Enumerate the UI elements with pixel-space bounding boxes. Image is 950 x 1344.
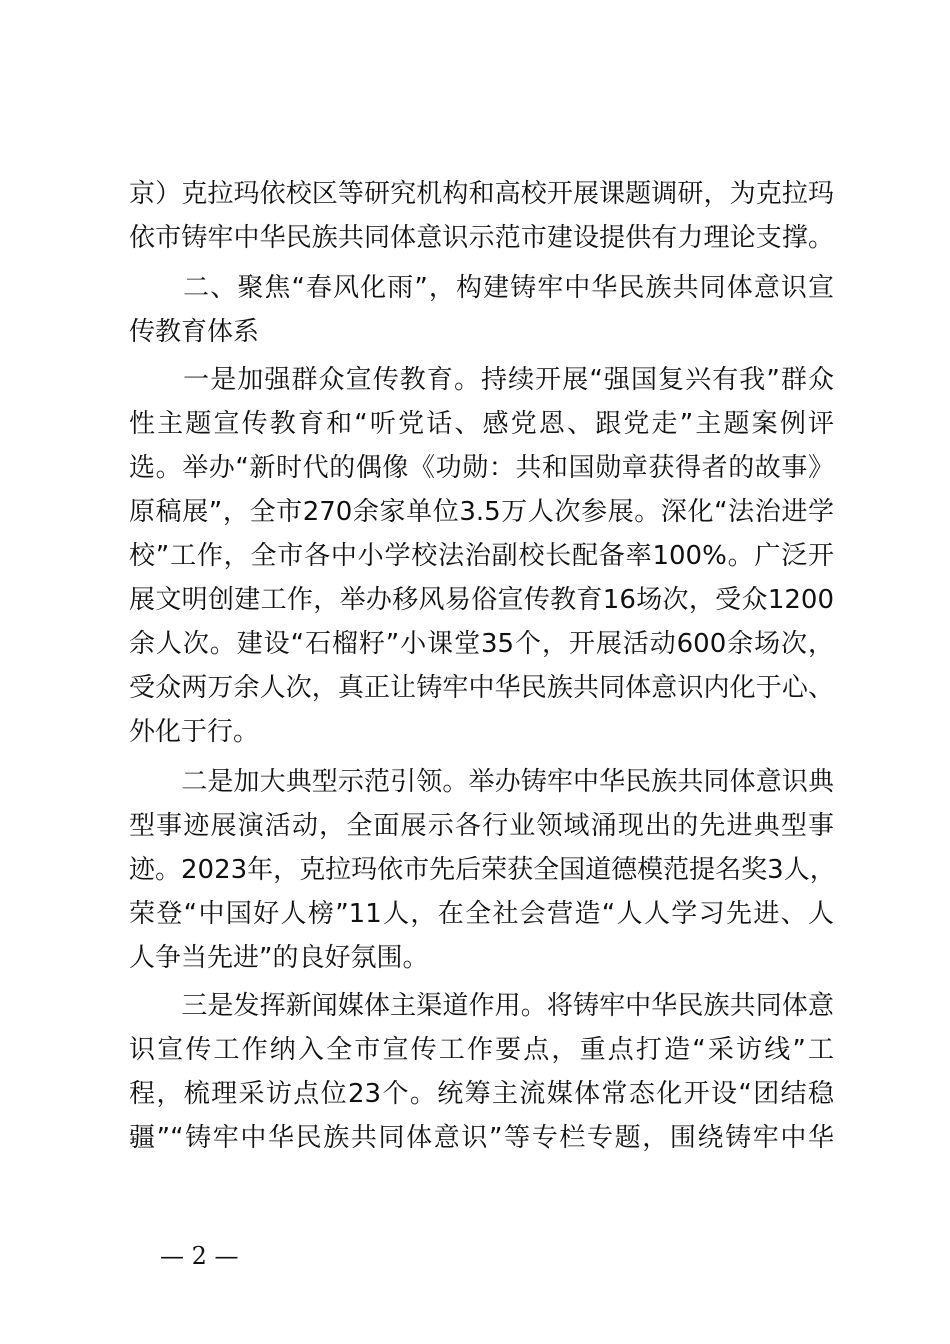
text-line: 外化于行。 bbox=[129, 717, 260, 747]
text-line: 京）克拉玛依校区等研究机构和高校开展课题调研，为克拉玛 bbox=[129, 179, 834, 209]
text-line: 型事迹展演活动，全面展示各行业领域涌现出的先进典型事 bbox=[129, 811, 834, 841]
text-line: 依市铸牢中华民族共同体意识示范市建设提供有力理论支撑。 bbox=[129, 223, 834, 253]
text-line: 原稿展”，全市270余家单位3.5万人次参展。深化“法治进学 bbox=[129, 497, 834, 527]
text-line: 校”工作，全市各中小学校法治副校长配备率100%。广泛开 bbox=[129, 541, 834, 571]
text-line: 受众两万余人次，真正让铸牢中华民族共同体意识内化于心、 bbox=[129, 673, 834, 703]
text-line: 二是加大典型示范引领。举办铸牢中华民族共同体意识典 bbox=[129, 767, 834, 797]
text-line: 迹。2023年，克拉玛依市先后荣获全国道德模范提名奖3人， bbox=[129, 855, 836, 885]
text-line: 余人次。建设“石榴籽”小课堂35个，开展活动600余场次， bbox=[129, 629, 834, 659]
text-line: 疆”“铸牢中华民族共同体意识”等专栏专题，围绕铸牢中华 bbox=[129, 1123, 834, 1153]
text-line: 展文明创建工作，举办移风易俗宣传教育16场次，受众1200 bbox=[129, 585, 834, 615]
text-line: 程，梳理采访点位23个。统筹主流媒体常态化开设“团结稳 bbox=[129, 1079, 834, 1109]
page-number: — 2 — bbox=[160, 1242, 239, 1270]
text-line: 一是加强群众宣传教育。持续开展“强国复兴有我”群众 bbox=[129, 365, 834, 395]
section-heading: 传教育体系 bbox=[129, 317, 260, 347]
section-heading: 二、聚焦“春风化雨”，构建铸牢中华民族共同体意识宣 bbox=[129, 273, 834, 303]
text-line: 三是发挥新闻媒体主渠道作用。将铸牢中华民族共同体意 bbox=[129, 991, 834, 1021]
text-line: 选。举办“新时代的偶像《功勋：共和国勋章获得者的故事》 bbox=[129, 453, 834, 483]
text-line: 识宣传工作纳入全市宣传工作要点，重点打造“采访线”工 bbox=[129, 1035, 834, 1065]
text-line: 性主题宣传教育和“听党话、感党恩、跟党走”主题案例评 bbox=[129, 409, 834, 439]
text-line: 荣登“中国好人榜”11人，在全社会营造“人人学习先进、人 bbox=[129, 899, 834, 929]
text-line: 人争当先进”的良好氛围。 bbox=[129, 943, 429, 973]
